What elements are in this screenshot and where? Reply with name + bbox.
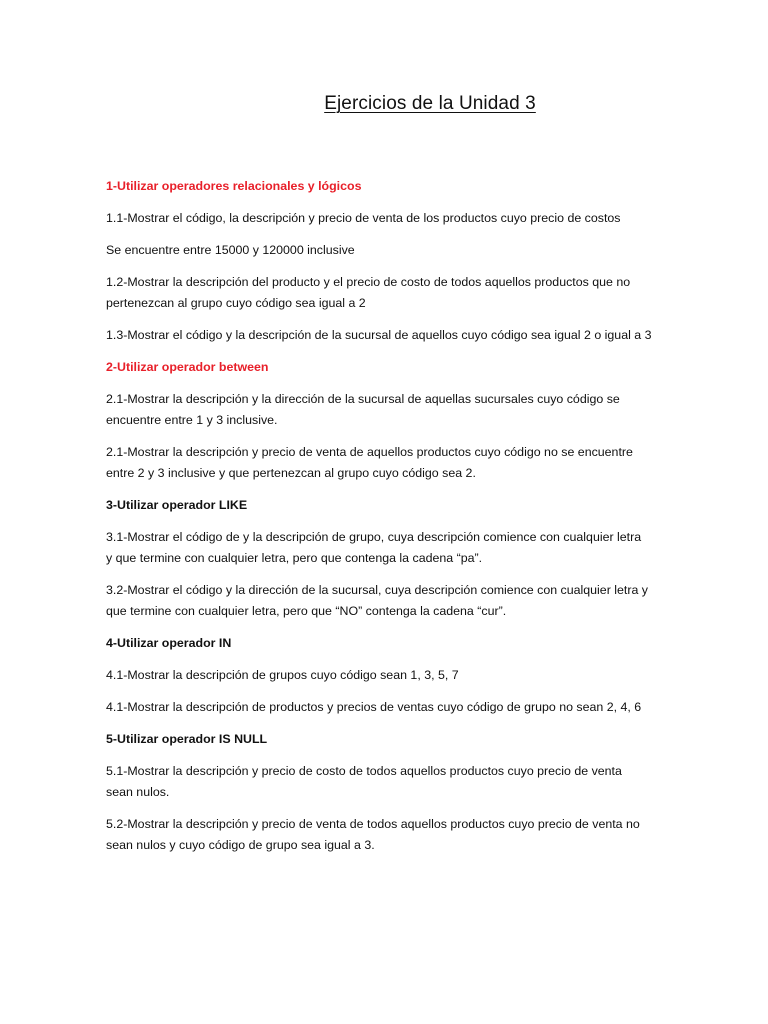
document-title: Ejercicios de la Unidad 3 — [324, 93, 536, 114]
exercise-line: 4.1-Mostrar la descripción de productos y precios de ventas cuyo código de grupo no sean 2, 4, 6 — [106, 700, 642, 714]
exercise-item — [106, 208, 666, 229]
exercise-item — [106, 761, 666, 803]
exercise-line: 3.2-Mostrar el código y la dirección de la sucursal, cuya descripción comience con cualquier letra y — [106, 583, 649, 597]
exercise-line: entre 2 y 3 inclusive y que pertenezcan al grupo cuyo código sea 2. — [106, 466, 476, 480]
exercise-line: pertenezcan al grupo cuyo código sea igual a 2 — [106, 296, 366, 310]
document-body — [106, 176, 666, 867]
exercise-item — [106, 814, 666, 856]
exercise-line: 2.1-Mostrar la descripción y precio de venta de aquellos productos cuyo código no se encuentre — [106, 445, 633, 459]
exercise-line: 5.2-Mostrar la descripción y precio de venta de todos aquellos productos cuyo precio de venta no — [106, 817, 640, 831]
exercise-item — [106, 580, 666, 622]
exercise-line: 1.2-Mostrar la descripción del producto y el precio de costo de todos aquellos productos que no — [106, 275, 631, 289]
exercise-line: sean nulos. — [106, 785, 170, 799]
document-title-wrap — [0, 93, 768, 115]
exercise-line: y que termine con cualquier letra, pero que contenga la cadena “pa”. — [106, 551, 483, 565]
section-heading: 5-Utilizar operador IS NULL — [106, 732, 268, 746]
section-heading: 2-Utilizar operador between — [106, 360, 269, 374]
section-heading: 3-Utilizar operador LIKE — [106, 498, 248, 512]
exercise-item — [106, 272, 666, 314]
exercise-line: encuentre entre 1 y 3 inclusive. — [106, 413, 278, 427]
exercise-line: sean nulos y cuyo código de grupo sea igual a 3. — [106, 838, 375, 852]
exercise-item — [106, 527, 666, 569]
exercise-line: 1.3-Mostrar el código y la descripción de la sucursal de aquellos cuyo código sea igual 2 o igual a 3 — [106, 328, 652, 342]
exercise-item — [106, 442, 666, 484]
section-heading: 1-Utilizar operadores relacionales y lógicos — [106, 179, 362, 193]
exercise-line: 5.1-Mostrar la descripción y precio de costo de todos aquellos productos cuyo precio de venta — [106, 764, 622, 778]
section-heading: 4-Utilizar operador IN — [106, 636, 232, 650]
exercise-item — [106, 240, 666, 261]
exercise-item — [106, 389, 666, 431]
exercise-item — [106, 665, 666, 686]
exercise-line: 1.1-Mostrar el código, la descripción y precio de venta de los productos cuyo precio de costos — [106, 211, 621, 225]
exercise-line: 2.1-Mostrar la descripción y la dirección de la sucursal de aquellas sucursales cuyo código se — [106, 392, 620, 406]
exercise-item — [106, 325, 666, 346]
exercise-line: Se encuentre entre 15000 y 120000 inclusive — [106, 243, 355, 257]
exercise-line: que termine con cualquier letra, pero que “NO” contenga la cadena “cur”. — [106, 604, 507, 618]
exercise-item — [106, 697, 666, 718]
exercise-line: 3.1-Mostrar el código de y la descripción de grupo, cuya descripción comience con cualquier letra — [106, 530, 642, 544]
exercise-line: 4.1-Mostrar la descripción de grupos cuyo código sean 1, 3, 5, 7 — [106, 668, 459, 682]
